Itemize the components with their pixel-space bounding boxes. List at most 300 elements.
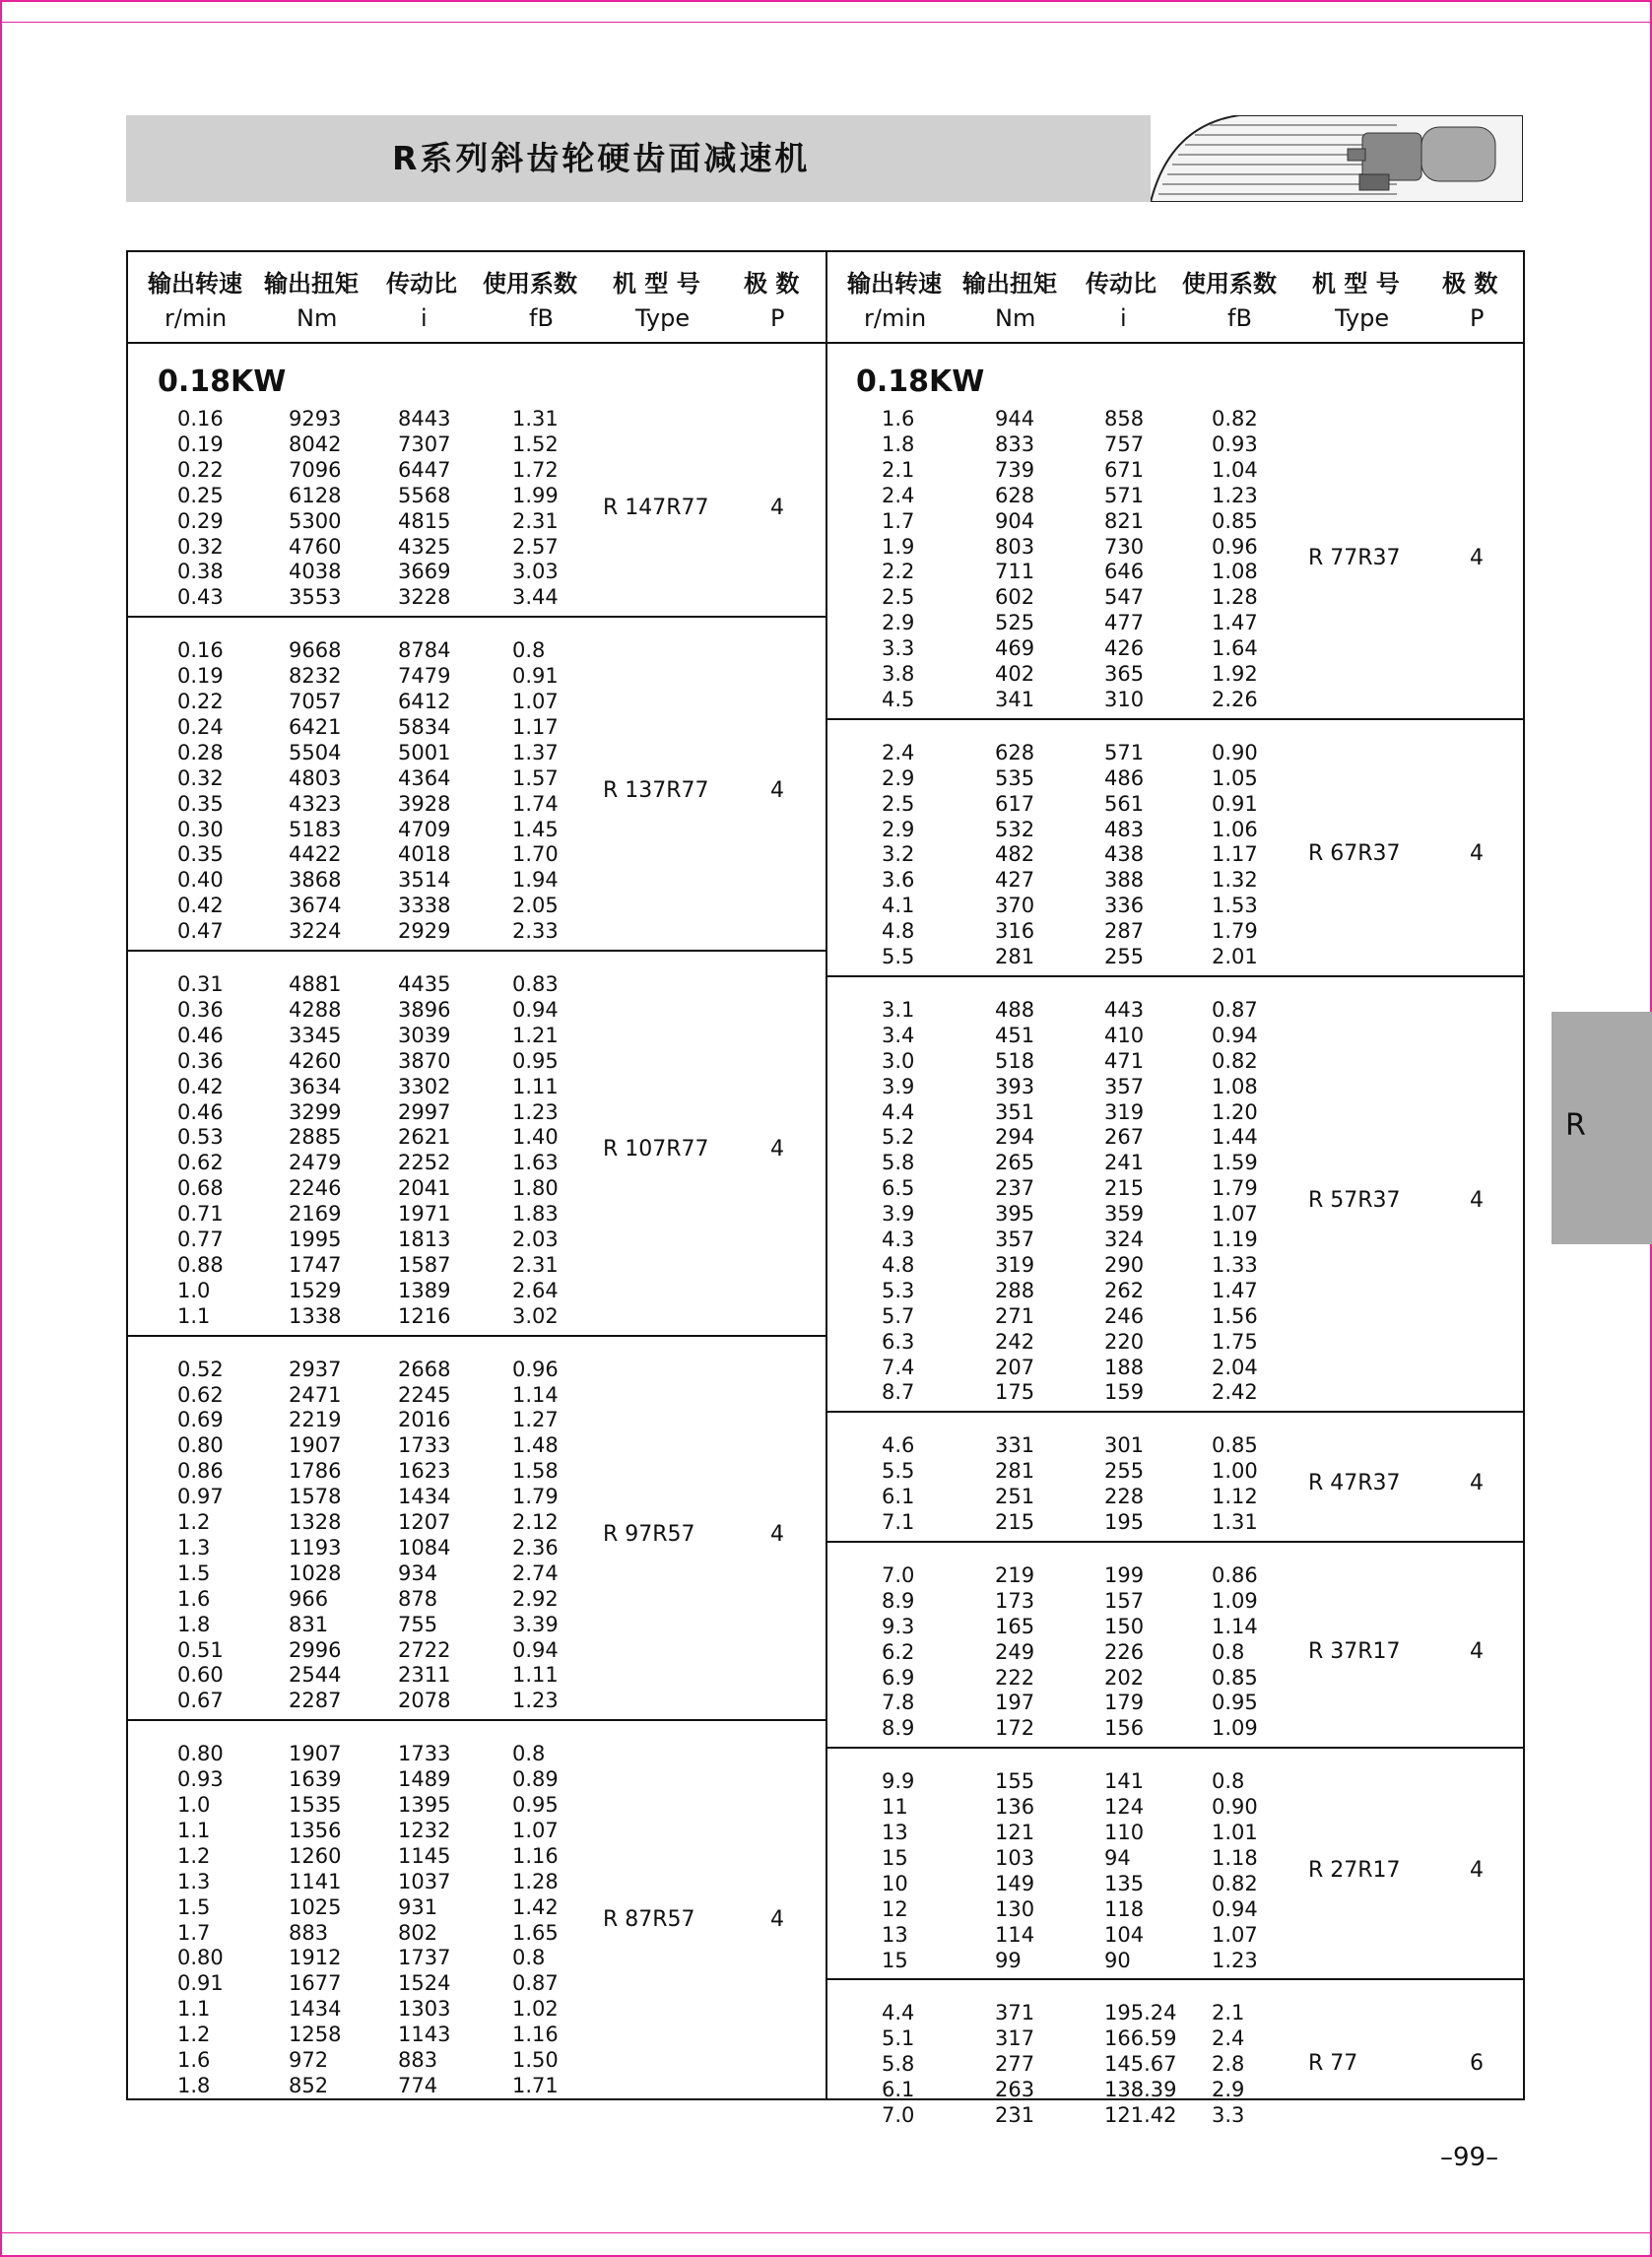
- ratio-cell: 6447: [398, 457, 451, 482]
- factor-cell: 1.19: [1212, 1228, 1258, 1251]
- torque-cell: 883: [289, 1920, 329, 1945]
- speed-cell: 8.9: [882, 1588, 915, 1613]
- speed-cell: 1.5: [177, 1560, 211, 1585]
- section-tab: [1552, 1012, 1652, 1244]
- pole-count-label: 4: [1470, 841, 1484, 867]
- speed-cell: 12: [882, 1896, 908, 1921]
- ratio-cell: 179: [1104, 1691, 1145, 1715]
- group-separator: [827, 718, 1523, 720]
- ratio-cell: 410: [1104, 1023, 1145, 1047]
- torque-cell: 1535: [289, 1793, 342, 1817]
- speed-cell: 4.8: [882, 1252, 915, 1277]
- factor-cell: 2.26: [1212, 687, 1258, 711]
- ratio-cell: 1813: [398, 1228, 451, 1251]
- ratio-cell: 150: [1104, 1614, 1145, 1638]
- speed-cell: 4.5: [882, 687, 915, 711]
- ratio-cell: 443: [1104, 997, 1145, 1022]
- speed-cell: 0.30: [177, 817, 224, 841]
- ratio-cell: 290: [1104, 1252, 1145, 1277]
- speed-cell: 8.7: [882, 1380, 915, 1405]
- ratio-cell: 287: [1104, 919, 1145, 944]
- torque-cell: 4881: [289, 972, 342, 996]
- speed-cell: 0.62: [177, 1151, 224, 1175]
- ratio-cell: 310: [1104, 687, 1145, 711]
- speed-cell: 11: [882, 1795, 908, 1820]
- torque-cell: 4038: [289, 560, 342, 584]
- speed-cell: 4.4: [882, 2001, 915, 2025]
- speed-cell: 2.9: [882, 765, 915, 790]
- factor-cell: 0.94: [512, 997, 559, 1022]
- ratio-cell: 1489: [398, 1767, 451, 1792]
- speed-cell: 0.51: [177, 1637, 224, 1662]
- ratio-cell: 1389: [398, 1278, 451, 1302]
- factor-cell: 2.57: [512, 534, 559, 559]
- speed-cell: 3.1: [882, 997, 915, 1022]
- factor-cell: 1.21: [512, 1023, 559, 1047]
- torque-cell: 2246: [289, 1176, 342, 1201]
- torque-cell: 1025: [289, 1894, 342, 1919]
- factor-cell: 1.80: [512, 1176, 559, 1201]
- ratio-cell: 755: [398, 1612, 438, 1636]
- factor-cell: 0.8: [512, 638, 546, 663]
- group-separator: [827, 1541, 1523, 1543]
- torque-cell: 341: [995, 687, 1035, 711]
- factor-cell: 1.74: [512, 791, 559, 816]
- table-center-divider: [826, 250, 827, 2100]
- ratio-cell: 477: [1104, 611, 1145, 635]
- torque-cell: 357: [995, 1228, 1035, 1251]
- speed-cell: 0.53: [177, 1125, 224, 1150]
- torque-cell: 3224: [289, 919, 342, 944]
- torque-cell: 1995: [289, 1228, 342, 1251]
- factor-cell: 0.95: [512, 1048, 559, 1073]
- torque-cell: 9293: [289, 407, 342, 431]
- ratio-cell: 1524: [398, 1971, 451, 1996]
- speed-cell: 2.1: [882, 457, 915, 482]
- torque-cell: 427: [995, 868, 1035, 893]
- factor-cell: 0.93: [1212, 431, 1258, 456]
- ratio-cell: 1434: [398, 1485, 451, 1509]
- factor-cell: 1.16: [512, 1843, 559, 1868]
- model-type-label: R 97R57: [603, 1521, 695, 1547]
- model-type-label: R 27R17: [1308, 1857, 1401, 1883]
- torque-cell: 155: [995, 1769, 1035, 1794]
- torque-cell: 99: [995, 1948, 1022, 1972]
- factor-cell: 1.53: [1212, 894, 1258, 918]
- speed-cell: 7.1: [882, 1510, 915, 1534]
- speed-cell: 0.71: [177, 1202, 224, 1227]
- torque-cell: 2937: [289, 1357, 342, 1381]
- ratio-cell: 301: [1104, 1433, 1145, 1458]
- torque-cell: 8042: [289, 431, 342, 456]
- torque-cell: 103: [995, 1845, 1035, 1870]
- factor-cell: 0.96: [512, 1357, 559, 1381]
- ratio-cell: 262: [1104, 1278, 1145, 1302]
- speed-cell: 3.9: [882, 1074, 915, 1098]
- torque-cell: 1338: [289, 1303, 342, 1328]
- speed-cell: 1.8: [177, 1612, 211, 1636]
- factor-cell: 0.8: [1212, 1769, 1245, 1794]
- torque-cell: 1356: [289, 1818, 342, 1842]
- ratio-cell: 2078: [398, 1689, 451, 1713]
- ratio-cell: 2668: [398, 1357, 451, 1381]
- speed-cell: 0.29: [177, 508, 224, 533]
- factor-cell: 1.28: [512, 1869, 559, 1893]
- torque-cell: 1907: [289, 1433, 342, 1458]
- factor-cell: 1.31: [1212, 1510, 1258, 1534]
- page-title: R系列斜齿轮硬齿面减速机: [392, 139, 811, 177]
- torque-cell: 231: [995, 2103, 1035, 2127]
- speed-cell: 5.3: [882, 1278, 915, 1302]
- group-separator: [827, 1411, 1523, 1413]
- factor-cell: 1.23: [1212, 483, 1258, 507]
- ratio-cell: 1737: [398, 1946, 451, 1970]
- ratio-cell: 1232: [398, 1818, 451, 1842]
- factor-cell: 1.71: [512, 2073, 559, 2097]
- torque-cell: 3868: [289, 868, 342, 893]
- ratio-cell: 246: [1104, 1303, 1145, 1328]
- ratio-cell: 1303: [398, 1997, 451, 2022]
- ratio-cell: 4018: [398, 842, 451, 867]
- speed-cell: 0.46: [177, 1023, 224, 1047]
- header-pole-unit-right: P: [1470, 304, 1485, 332]
- speed-cell: 1.0: [177, 1278, 211, 1302]
- torque-cell: 532: [995, 817, 1035, 841]
- ratio-cell: 1733: [398, 1742, 451, 1766]
- torque-cell: 833: [995, 431, 1035, 456]
- group-separator: [827, 975, 1523, 977]
- torque-cell: 121: [995, 1821, 1035, 1844]
- ratio-cell: 124: [1104, 1795, 1145, 1820]
- torque-cell: 482: [995, 842, 1035, 867]
- pole-count-label: 4: [1470, 1188, 1484, 1214]
- ratio-cell: 774: [398, 2073, 438, 2097]
- torque-cell: 525: [995, 611, 1035, 635]
- pole-count-label: 4: [1470, 1857, 1484, 1883]
- group-separator: [128, 616, 826, 618]
- header-type-unit-right: Type: [1335, 304, 1390, 332]
- factor-cell: 0.8: [512, 1742, 546, 1766]
- speed-cell: 7.8: [882, 1691, 915, 1715]
- factor-cell: 2.1: [1212, 2001, 1245, 2025]
- ratio-cell: 1207: [398, 1510, 451, 1534]
- speed-cell: 0.22: [177, 457, 224, 482]
- ratio-cell: 226: [1104, 1639, 1145, 1664]
- speed-cell: 0.38: [177, 560, 224, 584]
- torque-cell: 265: [995, 1151, 1035, 1175]
- torque-cell: 249: [995, 1639, 1035, 1664]
- speed-cell: 0.86: [177, 1459, 224, 1484]
- speed-cell: 1.2: [177, 1843, 211, 1868]
- model-type-label: R 137R77: [603, 777, 709, 803]
- ratio-cell: 5834: [398, 714, 451, 739]
- factor-cell: 3.02: [512, 1303, 559, 1328]
- speed-cell: 0.42: [177, 1074, 224, 1098]
- torque-cell: 4288: [289, 997, 342, 1022]
- factor-cell: 1.83: [512, 1202, 559, 1227]
- speed-cell: 15: [882, 1948, 908, 1972]
- page-trim-left: [0, 0, 2, 2257]
- speed-cell: 1.9: [882, 534, 915, 559]
- pole-count-label: 4: [1470, 1471, 1484, 1496]
- torque-cell: 165: [995, 1614, 1035, 1638]
- factor-cell: 0.82: [1212, 1048, 1258, 1073]
- header-ratio-cn: 传动比: [386, 270, 457, 298]
- speed-cell: 7.4: [882, 1355, 915, 1379]
- factor-cell: 0.82: [1212, 1871, 1258, 1895]
- torque-cell: 4323: [289, 791, 342, 816]
- factor-cell: 3.3: [1212, 2103, 1245, 2127]
- ratio-cell: 195: [1104, 1510, 1145, 1534]
- power-rating-left: 0.18KW: [158, 365, 287, 399]
- factor-cell: 0.90: [1212, 1795, 1258, 1820]
- page-trim-top-inner: [0, 22, 1652, 23]
- ratio-cell: 1145: [398, 1843, 451, 1868]
- ratio-cell: 486: [1104, 765, 1145, 790]
- speed-cell: 0.35: [177, 842, 224, 867]
- speed-cell: 0.43: [177, 585, 224, 610]
- torque-cell: 831: [289, 1612, 329, 1636]
- factor-cell: 0.94: [512, 1637, 559, 1662]
- ratio-cell: 4709: [398, 817, 451, 841]
- ratio-cell: 2311: [398, 1663, 451, 1688]
- header-speed-unit: r/min: [165, 304, 228, 332]
- ratio-cell: 145.67: [1104, 2052, 1177, 2077]
- ratio-cell: 255: [1104, 1459, 1145, 1484]
- speed-cell: 3.3: [882, 636, 915, 661]
- pole-count-label: 4: [770, 777, 784, 803]
- factor-cell: 1.08: [1212, 560, 1258, 584]
- torque-cell: 5183: [289, 817, 342, 841]
- factor-cell: 1.65: [512, 1920, 559, 1945]
- ratio-cell: 561: [1104, 791, 1145, 816]
- factor-cell: 1.18: [1212, 1845, 1258, 1870]
- speed-cell: 7.0: [882, 1562, 915, 1587]
- model-type-label: R 37R17: [1308, 1638, 1401, 1664]
- speed-cell: 0.93: [177, 1767, 224, 1792]
- ratio-cell: 547: [1104, 585, 1145, 610]
- factor-cell: 0.85: [1212, 1665, 1258, 1690]
- speed-cell: 4.4: [882, 1099, 915, 1124]
- factor-cell: 1.37: [512, 740, 559, 764]
- factor-cell: 1.48: [512, 1433, 559, 1458]
- factor-cell: 1.07: [512, 690, 559, 713]
- speed-cell: 1.0: [177, 1793, 211, 1817]
- ratio-cell: 571: [1104, 483, 1145, 507]
- header-factor-cn: 使用系数: [483, 270, 577, 298]
- torque-cell: 4803: [289, 765, 342, 790]
- torque-cell: 972: [289, 2048, 329, 2072]
- header-torque-cn: 输出扭矩: [264, 270, 359, 298]
- power-rating-right: 0.18KW: [856, 365, 985, 399]
- speed-cell: 2.5: [882, 585, 915, 610]
- torque-cell: 3634: [289, 1074, 342, 1098]
- ratio-cell: 110: [1104, 1821, 1145, 1844]
- ratio-cell: 1395: [398, 1793, 451, 1817]
- factor-cell: 1.23: [1212, 1948, 1258, 1972]
- factor-cell: 2.42: [1212, 1380, 1258, 1405]
- torque-cell: 237: [995, 1176, 1035, 1201]
- header-pole-unit: P: [770, 304, 785, 332]
- group-separator: [128, 1719, 826, 1721]
- factor-cell: 0.86: [1212, 1562, 1258, 1587]
- speed-cell: 3.8: [882, 662, 915, 686]
- ratio-cell: 2722: [398, 1637, 451, 1662]
- ratio-cell: 8443: [398, 407, 451, 431]
- factor-cell: 2.92: [512, 1586, 559, 1611]
- group-separator: [827, 1978, 1523, 1980]
- factor-cell: 1.64: [1212, 636, 1258, 661]
- torque-cell: 3674: [289, 894, 342, 918]
- ratio-cell: 730: [1104, 534, 1145, 559]
- factor-cell: 2.9: [1212, 2078, 1245, 2102]
- ratio-cell: 3302: [398, 1074, 451, 1098]
- torque-cell: 1434: [289, 1997, 342, 2022]
- factor-cell: 1.11: [512, 1663, 559, 1688]
- ratio-cell: 934: [398, 1560, 438, 1585]
- ratio-cell: 7479: [398, 664, 451, 689]
- speed-cell: 5.8: [882, 2052, 915, 2077]
- speed-cell: 2.4: [882, 740, 915, 764]
- factor-cell: 2.8: [1212, 2052, 1245, 2077]
- speed-cell: 0.67: [177, 1689, 224, 1713]
- factor-cell: 1.28: [1212, 585, 1258, 610]
- page-trim-bottom-inner: [0, 2232, 1652, 2233]
- ratio-cell: 2929: [398, 919, 451, 944]
- torque-cell: 966: [289, 1586, 329, 1611]
- factor-cell: 0.82: [1212, 407, 1258, 431]
- torque-cell: 2287: [289, 1689, 342, 1713]
- speed-cell: 0.28: [177, 740, 224, 764]
- factor-cell: 1.79: [512, 1485, 559, 1509]
- ratio-cell: 267: [1104, 1125, 1145, 1150]
- factor-cell: 1.14: [512, 1382, 559, 1407]
- speed-cell: 1.7: [882, 508, 915, 533]
- torque-cell: 617: [995, 791, 1035, 816]
- factor-cell: 1.79: [1212, 1176, 1258, 1201]
- torque-cell: 852: [289, 2073, 329, 2097]
- ratio-cell: 5568: [398, 483, 451, 507]
- ratio-cell: 135: [1104, 1871, 1145, 1895]
- model-type-label: R 147R77: [603, 495, 709, 520]
- torque-cell: 263: [995, 2078, 1035, 2102]
- torque-cell: 281: [995, 1459, 1035, 1484]
- ratio-cell: 3338: [398, 894, 451, 918]
- ratio-cell: 166.59: [1104, 2026, 1177, 2051]
- speed-cell: 2.9: [882, 611, 915, 635]
- torque-cell: 149: [995, 1871, 1035, 1895]
- ratio-cell: 202: [1104, 1665, 1145, 1690]
- ratio-cell: 199: [1104, 1562, 1145, 1587]
- ratio-cell: 157: [1104, 1588, 1145, 1613]
- torque-cell: 351: [995, 1099, 1035, 1124]
- speed-cell: 0.68: [177, 1176, 224, 1201]
- factor-cell: 0.8: [512, 1946, 546, 1970]
- torque-cell: 319: [995, 1252, 1035, 1277]
- factor-cell: 1.04: [1212, 457, 1258, 482]
- speed-cell: 0.42: [177, 894, 224, 918]
- factor-cell: 1.45: [512, 817, 559, 841]
- ratio-cell: 2245: [398, 1382, 451, 1407]
- header-factor-unit: fB: [529, 304, 554, 332]
- factor-cell: 0.95: [512, 1793, 559, 1817]
- speed-cell: 5.2: [882, 1125, 915, 1150]
- torque-cell: 2169: [289, 1202, 342, 1227]
- speed-cell: 3.0: [882, 1048, 915, 1073]
- torque-cell: 393: [995, 1074, 1035, 1098]
- factor-cell: 1.07: [1212, 1922, 1258, 1947]
- speed-cell: 1.1: [177, 1303, 211, 1328]
- factor-cell: 2.33: [512, 919, 559, 944]
- ratio-cell: 319: [1104, 1099, 1145, 1124]
- factor-cell: 1.79: [1212, 919, 1258, 944]
- ratio-cell: 1971: [398, 1202, 451, 1227]
- factor-cell: 1.33: [1212, 1252, 1258, 1277]
- factor-cell: 0.8: [1212, 1639, 1245, 1664]
- torque-cell: 602: [995, 585, 1035, 610]
- factor-cell: 2.31: [512, 508, 559, 533]
- model-type-label: R 77: [1308, 2051, 1358, 2077]
- page-number: –99–: [1440, 2143, 1499, 2172]
- ratio-cell: 3228: [398, 585, 451, 610]
- torque-cell: 317: [995, 2026, 1035, 2051]
- speed-cell: 6.9: [882, 1665, 915, 1690]
- ratio-cell: 3928: [398, 791, 451, 816]
- speed-cell: 0.24: [177, 714, 224, 739]
- factor-cell: 1.05: [1212, 765, 1258, 790]
- torque-cell: 1141: [289, 1869, 342, 1893]
- torque-cell: 316: [995, 919, 1035, 944]
- factor-cell: 0.89: [512, 1767, 559, 1792]
- speed-cell: 0.80: [177, 1946, 224, 1970]
- factor-cell: 1.01: [1212, 1821, 1258, 1844]
- ratio-cell: 188: [1104, 1355, 1145, 1379]
- ratio-cell: 2016: [398, 1408, 451, 1432]
- torque-cell: 739: [995, 457, 1035, 482]
- factor-cell: 1.27: [512, 1408, 559, 1432]
- speed-cell: 0.16: [177, 638, 224, 663]
- ratio-cell: 2252: [398, 1151, 451, 1175]
- ratio-cell: 426: [1104, 636, 1145, 661]
- speed-cell: 0.25: [177, 483, 224, 507]
- torque-cell: 628: [995, 740, 1035, 764]
- torque-cell: 803: [995, 534, 1035, 559]
- speed-cell: 5.5: [882, 1459, 915, 1484]
- ratio-cell: 6412: [398, 690, 451, 713]
- factor-cell: 2.12: [512, 1510, 559, 1534]
- speed-cell: 13: [882, 1922, 908, 1947]
- speed-cell: 4.3: [882, 1228, 915, 1251]
- torque-cell: 114: [995, 1922, 1035, 1947]
- ratio-cell: 365: [1104, 662, 1145, 686]
- factor-cell: 1.07: [512, 1818, 559, 1842]
- factor-cell: 1.16: [512, 2023, 559, 2047]
- speed-cell: 0.97: [177, 1485, 224, 1509]
- factor-cell: 1.32: [1212, 868, 1258, 893]
- header-type-cn-right: 机 型 号: [1312, 270, 1400, 298]
- ratio-cell: 2997: [398, 1099, 451, 1124]
- speed-cell: 5.8: [882, 1151, 915, 1175]
- factor-cell: 0.85: [1212, 508, 1258, 533]
- ratio-cell: 802: [398, 1920, 438, 1945]
- factor-cell: 1.72: [512, 457, 559, 482]
- factor-cell: 1.47: [1212, 1278, 1258, 1302]
- speed-cell: 0.69: [177, 1408, 224, 1432]
- speed-cell: 0.77: [177, 1228, 224, 1251]
- speed-cell: 1.2: [177, 2023, 211, 2047]
- ratio-cell: 195.24: [1104, 2001, 1177, 2025]
- torque-cell: 9668: [289, 638, 342, 663]
